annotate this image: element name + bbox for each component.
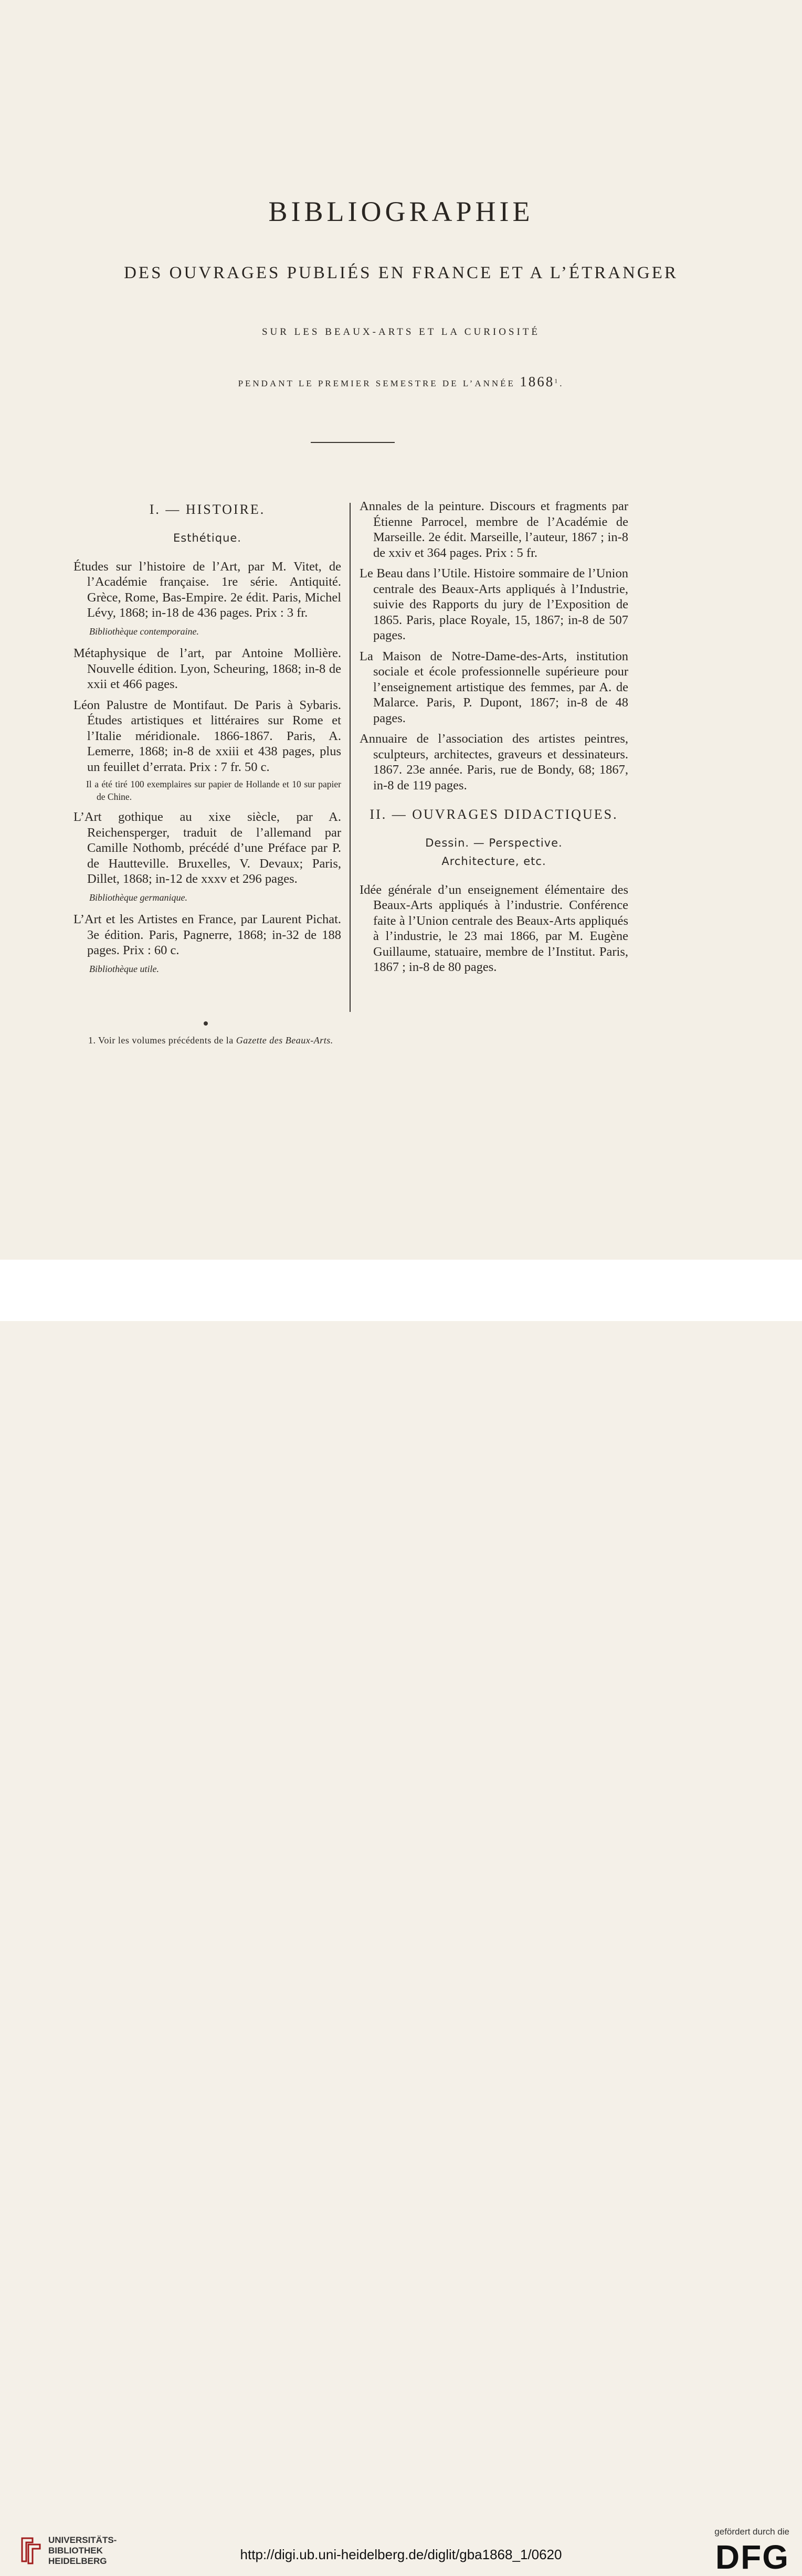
subsection-line-2: Architecture, etc. (441, 854, 546, 868)
footnote-ref: 1 (554, 377, 560, 385)
permalink-url[interactable]: http://digi.ub.uni-heidelberg.de/diglit/gba1868_1/0620 (240, 2547, 562, 2562)
page-subtitle: DES OUVRAGES PUBLIÉS EN FRANCE ET A L’ÉTRANGER (124, 263, 678, 282)
library-name-line-3: HEIDELBERG (48, 2556, 107, 2566)
scanned-page (0, 0, 802, 1260)
page-subtitle-3: PENDANT LE PREMIER SEMESTRE DE L’ANNÉE 1868$^1$. (238, 374, 564, 389)
subsection-heading-esthetique: Esthétique. (173, 531, 241, 544)
subtitle-year: 1868 (520, 374, 555, 389)
column-divider (350, 503, 351, 1012)
printing-note: Il a été tiré 100 exemplaires sur papier de Hollande et 10 sur papier de Chine. (86, 779, 341, 802)
bibliography-entry: L’Art et les Artistes en France, par Laurent Pichat. 3e édition. Paris, Pagnerre, 1868; in-32 de 188 pages. Prix : 60 c. (73, 912, 341, 957)
left-column (73, 499, 341, 983)
title-rule (311, 442, 395, 443)
bibliography-entry: Annuaire de l’association des artistes peintres, sculpteurs, architectes, graveurs et dessinateurs. 1867. 23e année. Paris, rue de Bondy, 68; 1867, in-8 de 119 pages. (360, 732, 628, 793)
series-note: Bibliothèque germanique. (89, 892, 187, 903)
subsection-line-1: Dessin. — Perspective. (425, 836, 563, 849)
dfg-logo: DFG (715, 2538, 789, 2576)
bibliography-entry: La Maison de Notre-Dame-des-Arts, institution sociale et école professionnelle supérieure pour l’enseignement artistique des femmes, par A. de Malarce. Paris, P. Dupont, 1867; in-8 de 48 pages. (360, 649, 628, 725)
bibliography-entry: Le Beau dans l’Utile. Histoire sommaire de l’Union centrale des Beaux-Arts appliqués à l’Industrie, suivie des Rapports du jury de l’Exposition de 1865. Paris, place Royale, 15, 1867; in-8 de 507 pages. (360, 566, 628, 642)
bibliography-entry: L’Art gothique au xixe siècle, par A. Reichensperger, traduit de l’allemand par Camille Nothomb, précédé d’une Préface par P. de Hautteville. Bruxelles, V. Devaux; Paris, Dillet, 1868; in-12 de xxxv et 296 pages. (73, 810, 341, 886)
library-name-line-1: UNIVERSITÄTS- (48, 2535, 117, 2545)
bibliography-entry: Annales de la peinture. Discours et fragments par Étienne Parrocel, membre de l’Académie de Marseille. 2e édit. Marseille, l’auteur, 1867 ; in-8 de xxiv et 364 pages. Prix : 5 fr. (360, 499, 628, 560)
library-name-line-2: BIBLIOTHEK (48, 2546, 103, 2556)
footnote-journal: Gazette des Beaux-Arts. (236, 1035, 333, 1046)
footnote (88, 1035, 333, 1046)
section-heading-ouvrages-didactiques: II. — OUVRAGES DIDACTIQUES. (370, 807, 618, 822)
footnote-text: 1. Voir les volumes précédents de la (88, 1035, 234, 1046)
section-heading-histoire: I. — HISTOIRE. (149, 502, 266, 517)
page-title: BIBLIOGRAPHIE (268, 196, 534, 227)
sponsor-label: gefördert durch die (714, 2527, 789, 2537)
right-column (360, 499, 628, 980)
bibliography-entry: Métaphysique de l’art, par Antoine Mollière. Nouvelle édition. Lyon, Scheuring, 1868; in-8 de xxii et 466 pages. (73, 646, 341, 691)
bibliography-entry: Léon Palustre de Montifaut. De Paris à Sybaris. Études artistiques et littéraires sur Rome et l’Italie méridionale. 1866-1867. Paris, A. Lemerre, 1868; in-8 de xxiii et 438 pages, plus un feuillet d’errata. Prix : 7 fr. 50 c. (73, 698, 341, 774)
ink-dot (204, 1021, 208, 1026)
series-note: Bibliothèque contemporaine. (89, 626, 199, 637)
viewer-footer (0, 1260, 802, 2576)
page-subtitle-2: SUR LES BEAUX-ARTS ET LA CURIOSITÉ (261, 326, 541, 337)
subtitle-3-text: PENDANT LE PREMIER SEMESTRE DE L’ANNÉE (238, 378, 515, 388)
series-note: Bibliothèque utile. (89, 963, 159, 974)
bibliography-entry: Idée générale d’un enseignement élémentaire des Beaux-Arts appliqués à l’industrie. Conférence faite à l’Union centrale des Beaux-Arts appliqués à l’industrie, le 23 mai 1866, par M. Eugène Guillaume, statuaire, membre de l’Institut. Paris, 1867 ; in-8 de 80 pages. (360, 882, 628, 974)
bibliography-entry: Études sur l’histoire de l’Art, par M. Vitet, de l’Académie française. 1re série. Antiquité. Grèce, Rome, Bas-Empire. 2e édit. Paris, Michel Lévy, 1868; in-18 de 436 pages. Prix : 3 fr. (73, 559, 341, 620)
subsection-heading-dessin (360, 834, 628, 871)
